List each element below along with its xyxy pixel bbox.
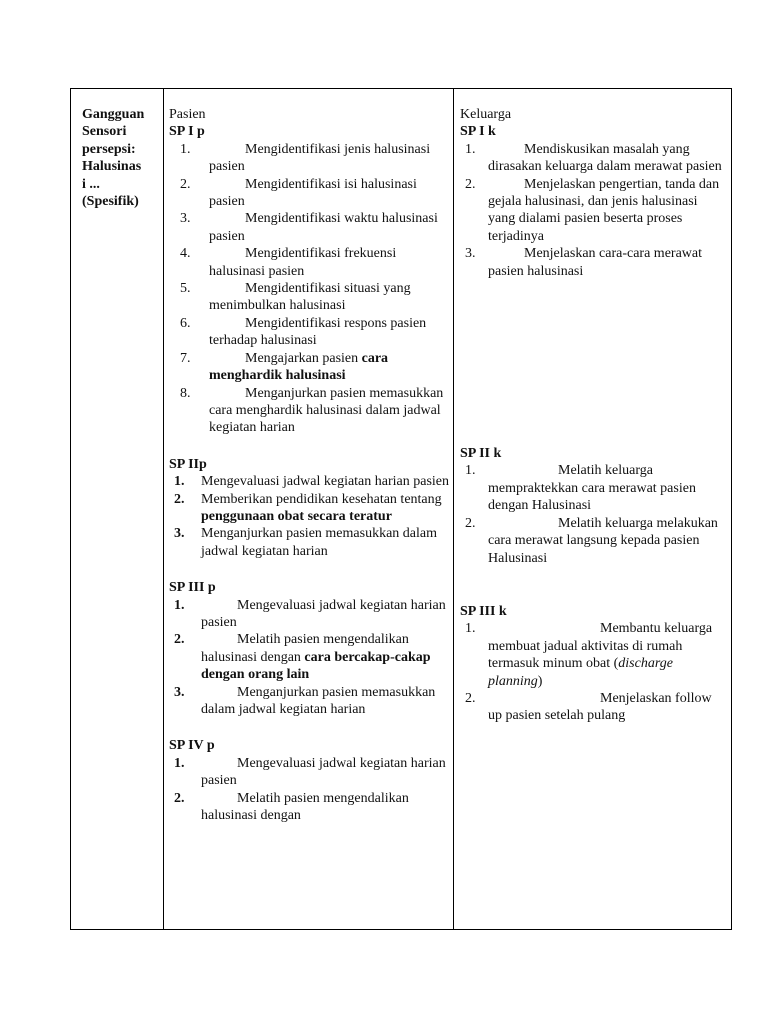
item-text: Membantu keluarga membuat jadual aktivitas di rumah termasuk minum obat ( (488, 621, 713, 672)
list-item (460, 141, 723, 176)
list-item (169, 790, 449, 825)
diagnosis-line: Sensori (82, 124, 127, 140)
item-text: Mengidentifikasi waktu halusinasi pasien (209, 211, 438, 244)
sp-title: SP IIp (169, 456, 207, 472)
diagnosis-line: Gangguan (82, 107, 145, 122)
list-item (460, 176, 723, 246)
list-item (169, 597, 449, 632)
item-number: 4. (180, 246, 191, 262)
list-item (460, 245, 723, 280)
sp-title: SP IV p (169, 738, 215, 754)
item-text: Mengevaluasi jadwal kegiatan harian pasien (201, 755, 446, 789)
item-number: 1. (174, 755, 185, 771)
sp3k-list (460, 620, 723, 724)
item-text: Melatih keluarga mempraktekkan cara merawat pasien dengan Halusinasi (488, 463, 696, 514)
list-item (169, 245, 449, 280)
item-text: ) (537, 673, 543, 689)
item-number: 7. (180, 350, 191, 366)
intervention-table (70, 88, 732, 930)
item-text: Menganjurkan pasien memasukkan dalam jadwal kegiatan harian (201, 684, 436, 717)
item-number: 3. (465, 246, 476, 262)
item-text: Mengidentifikasi jenis halusinasi pasien (209, 141, 431, 175)
item-text: Mengidentifikasi frekuensi halusinasi pasien (209, 246, 397, 279)
item-text: Mengajarkan pasien (245, 350, 362, 366)
list-item (169, 491, 449, 526)
sp2k-list (460, 462, 723, 566)
item-number: 8. (180, 385, 191, 401)
item-number: 3. (180, 211, 191, 227)
item-text: Melatih pasien mengendalikan halusinasi dengan (201, 632, 409, 665)
list-item (169, 385, 449, 437)
item-text-italic: discharge planning (488, 656, 673, 689)
list-item (169, 350, 449, 385)
item-number: 2. (465, 515, 476, 531)
list-item (169, 141, 449, 176)
keluarga-column (454, 89, 731, 929)
item-number: 1. (465, 463, 476, 479)
item-number: 3. (174, 684, 185, 700)
list-item (169, 631, 449, 683)
diagnosis-line: (Spesifik) (82, 194, 139, 210)
sp-title: SP III p (169, 580, 216, 596)
keluarga-header: Keluarga (460, 107, 512, 122)
list-item (169, 280, 449, 315)
item-text: Menjelaskan pengertian, tanda dan gejala halusinasi, dan jenis halusinasi yang dialami pasien beserta proses terjadinya (488, 176, 720, 244)
diagnosis-column (71, 89, 164, 929)
item-text: Mengevaluasi jadwal kegiatan harian pasien (201, 597, 446, 630)
item-text: Mengidentifikasi isi halusinasi pasien (209, 176, 417, 210)
item-number: 5. (180, 281, 191, 297)
item-text: Mengidentifikasi respons pasien terhadap halusinasi (209, 315, 427, 349)
item-text: Melatih pasien mengendalikan halusinasi dengan (201, 790, 409, 824)
item-number: 2. (180, 176, 191, 192)
pasien-column (164, 89, 454, 929)
list-item (169, 176, 449, 211)
sp-title: SP II k (460, 446, 502, 462)
item-text: Mengevaluasi jadwal kegiatan harian pasien (201, 474, 450, 490)
item-text: Menjelaskan follow up pasien setelah pulang (488, 690, 712, 724)
sp1k-list (460, 141, 723, 280)
diagnosis-line: i ... (82, 176, 100, 192)
item-text: Mendiskusikan masalah yang dirasakan keluarga dalam merawat pasien (488, 141, 722, 175)
item-number: 6. (180, 315, 191, 331)
list-item (169, 210, 449, 245)
list-item (169, 755, 449, 790)
list-item (460, 462, 723, 514)
sp4p-list (169, 755, 449, 825)
item-number: 1. (174, 597, 185, 613)
item-text-bold: penggunaan obat secara teratur (201, 508, 392, 524)
sp-title: SP III k (460, 603, 507, 619)
item-text: Melatih keluarga melakukan cara merawat langsung kepada pasien Halusinasi (488, 515, 718, 566)
item-number: 1. (465, 621, 476, 637)
item-number: 1. (465, 141, 476, 157)
item-text-bold: cara bercakap-cakap dengan orang lain (201, 649, 431, 683)
item-number: 1. (174, 474, 185, 490)
sp2p-list (169, 473, 449, 560)
item-text-bold: cara menghardik halusinasi (209, 350, 389, 384)
item-number: 2. (174, 790, 185, 806)
list-item (169, 315, 449, 350)
list-item (169, 473, 449, 490)
list-item (169, 684, 449, 719)
diagnosis-line: persepsi: (82, 141, 136, 157)
item-number: 2. (174, 491, 185, 507)
item-number: 2. (174, 632, 185, 648)
sp3p-list (169, 597, 449, 719)
list-item (169, 525, 449, 560)
item-number: 3. (174, 526, 185, 542)
list-item (460, 515, 723, 567)
sp1p-list (169, 141, 449, 437)
item-text: Memberikan pendidikan kesehatan tentang (201, 491, 442, 507)
list-item (460, 620, 723, 690)
pasien-header: Pasien (169, 107, 206, 122)
item-number: 2. (465, 176, 476, 192)
item-text: Mengidentifikasi situasi yang menimbulkan halusinasi (209, 281, 411, 314)
item-text: Menganjurkan pasien memasukkan cara menghardik halusinasi dalam jadwal kegiatan harian (209, 385, 444, 436)
sp-title: SP I k (460, 124, 496, 140)
sp-title: SP I p (169, 124, 205, 140)
diagnosis-line: Halusinas (82, 159, 142, 175)
item-text: Menganjurkan pasien memasukkan dalam jadwal kegiatan harian (201, 526, 437, 559)
item-text: Menjelaskan cara-cara merawat pasien halusinasi (488, 246, 702, 279)
item-number: 1. (180, 141, 191, 157)
list-item (460, 690, 723, 725)
item-number: 2. (465, 690, 476, 706)
